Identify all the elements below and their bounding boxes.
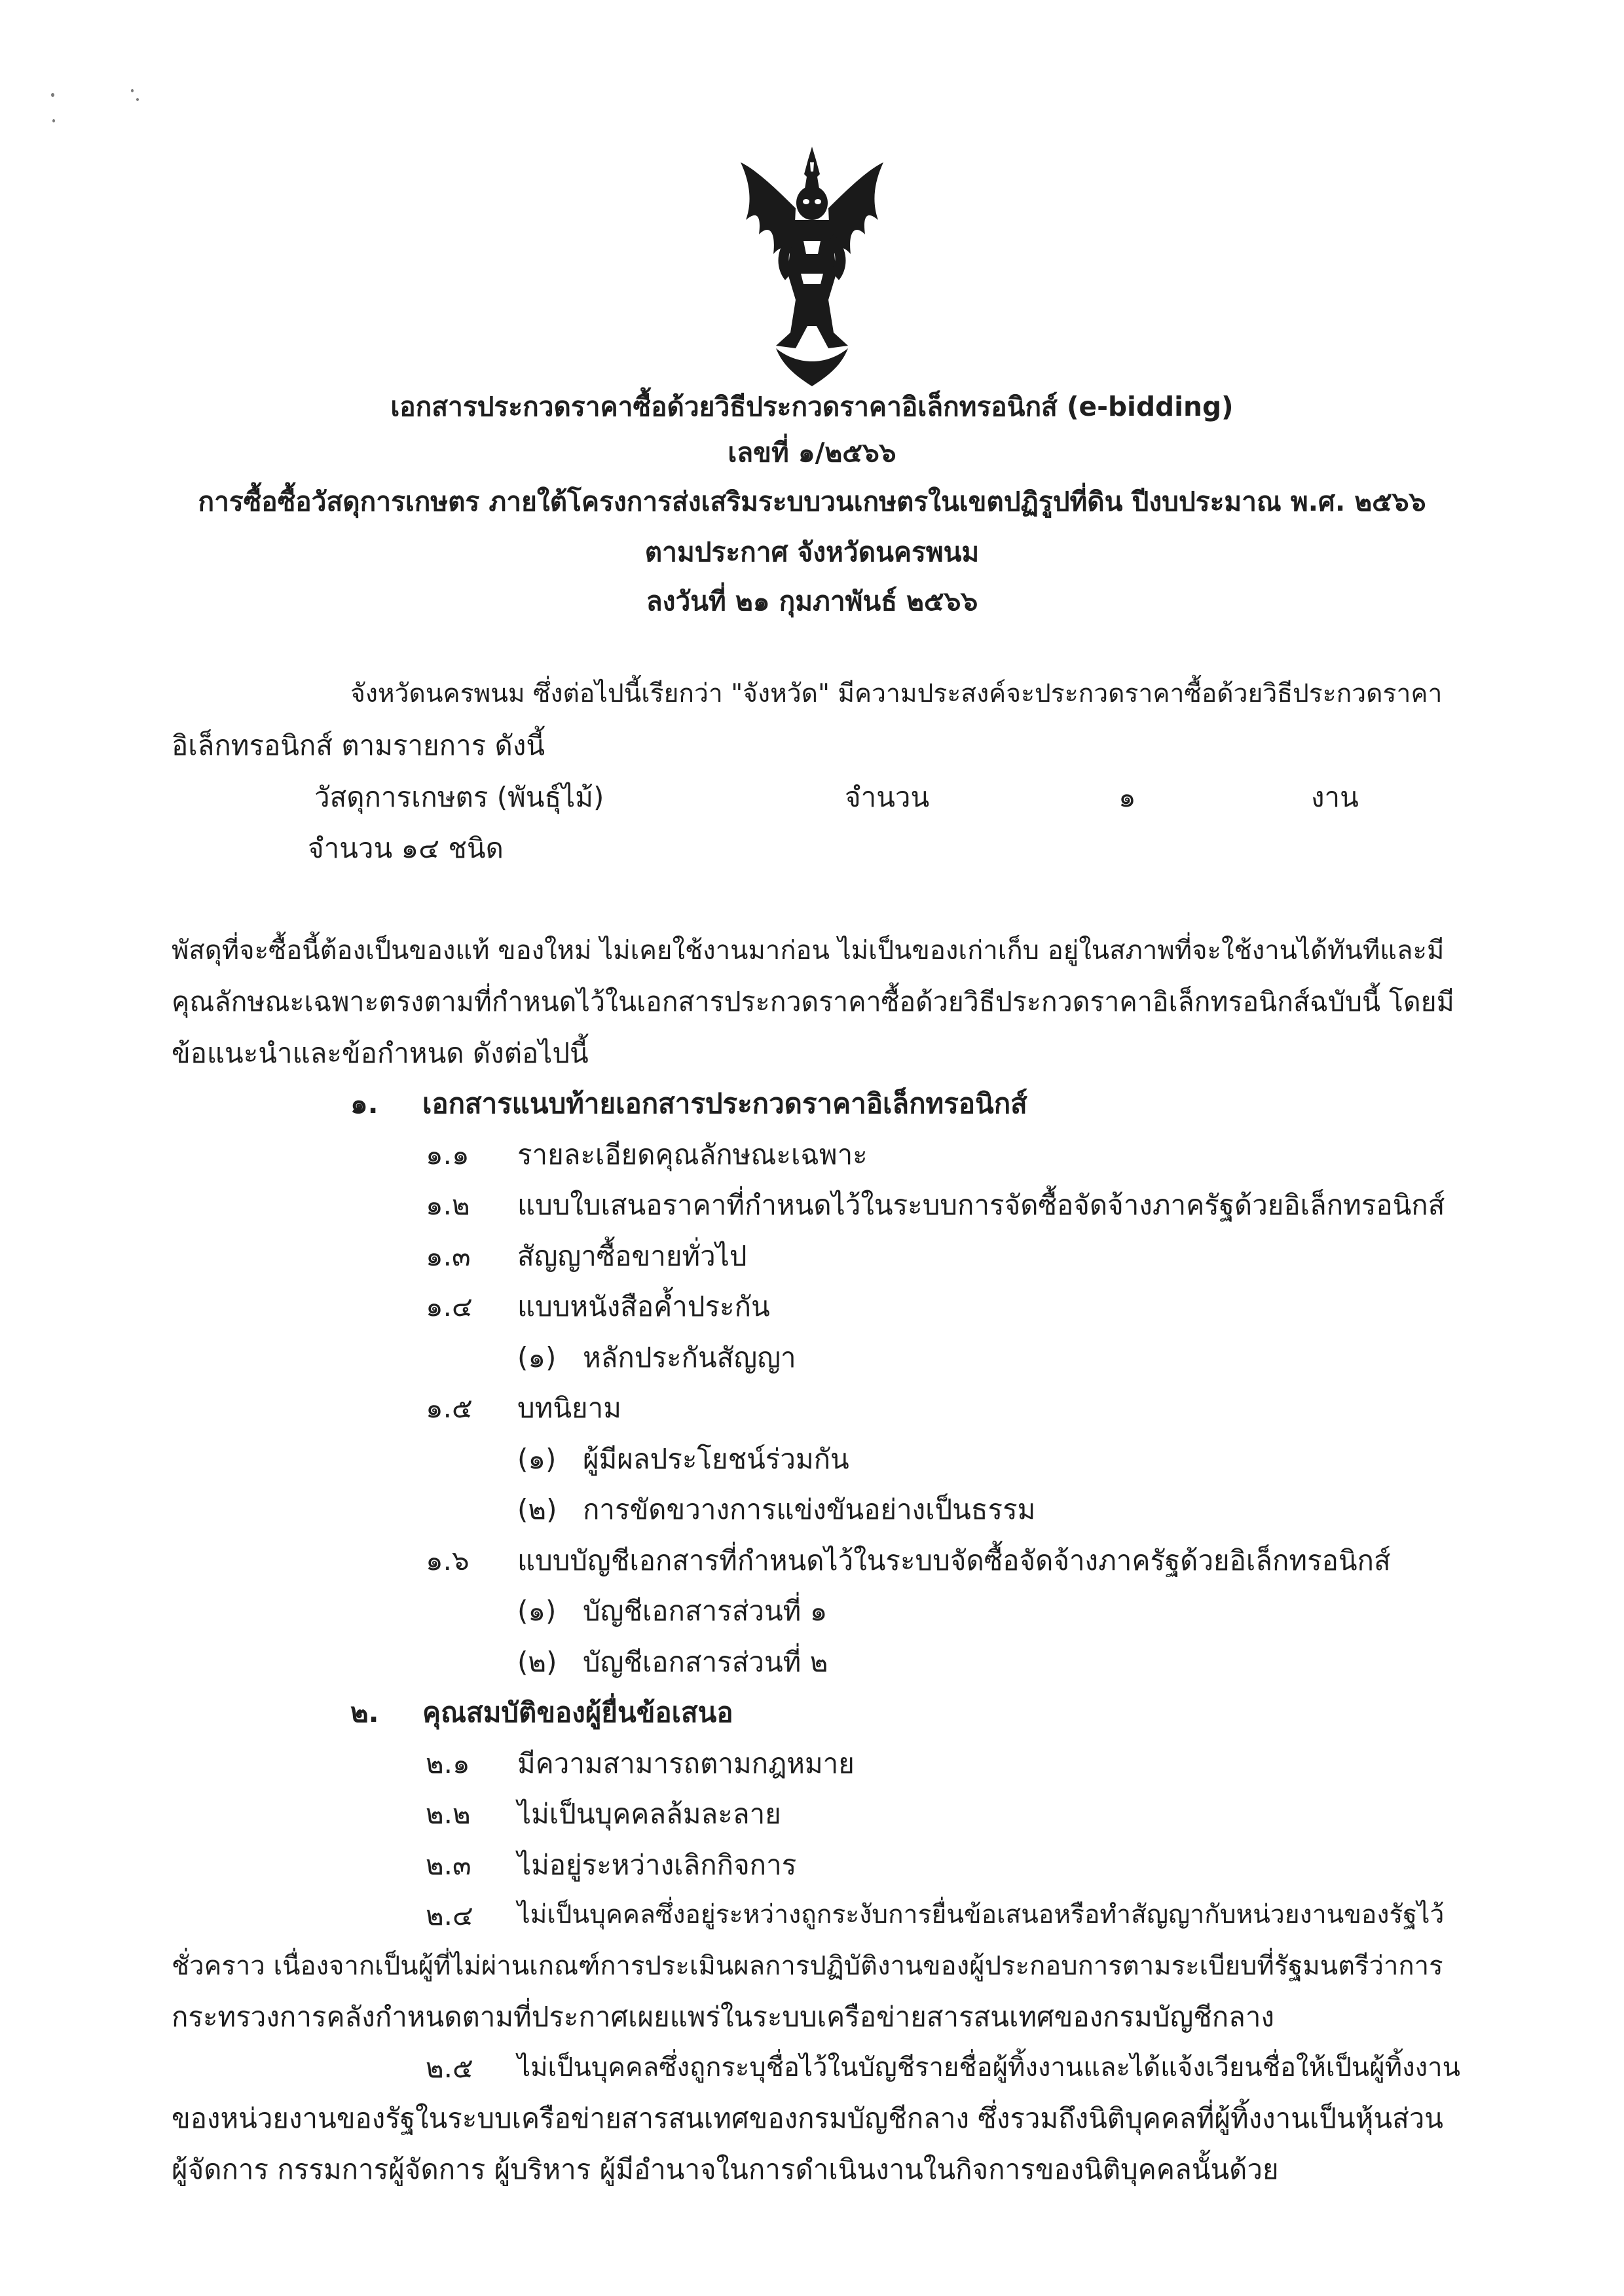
clause-2-5-line-2: ของหน่วยงานของรัฐในระบบเครือข่ายสารสนเทศของกรมบัญชีกลาง ซึ่งรวมถึงนิติบุคคลที่ผู้ทิ้งงานเป็นหุ้นส่วน — [172, 2102, 1444, 2134]
clause-2-5-number: ๒.๕ — [426, 2052, 473, 2084]
sub-item-number: (๑) — [517, 1341, 557, 1374]
list-item-text: สัญญาซื้อขายทั่วไป — [517, 1240, 747, 1272]
list-item-number: ๒.๓ — [426, 1849, 471, 1881]
sub-item-number: (๒) — [517, 1646, 557, 1678]
clause-2-5-line-3: ผู้จัดการ กรรมการผู้จัดการ ผู้บริหาร ผู้มีอำนาจในการดำเนินงานในกิจการของนิติบุคคลนั้นด้วย — [172, 2153, 1279, 2185]
para-line-2: คุณลักษณะเฉพาะตรงตามที่กำหนดไว้ในเอกสารประกวดราคาซื้อด้วยวิธีประกวดราคาอิเล็กทรอนิกส์ฉบับนี้ โดยมี — [172, 986, 1454, 1017]
scan-speck — [131, 89, 134, 92]
doc-subject: การซื้อซื้อวัสดุการเกษตร ภายใต้โครงการส่งเสริมระบบวนเกษตรในเขตปฏิรูปที่ดิน ปีงบประมาณ พ.ศ. ๒๕๖๖ — [198, 486, 1426, 517]
section-2-title: คุณสมบัติของผู้ยื่นข้อเสนอ — [422, 1696, 733, 1728]
list-item-number: ๑.๑ — [426, 1139, 470, 1171]
sub-item-text: การขัดขวางการแข่งขันอย่างเป็นธรรม — [583, 1493, 1036, 1525]
item-kinds: จำนวน ๑๔ ชนิด — [308, 832, 504, 864]
sub-item-text: บัญชีเอกสารส่วนที่ ๒ — [583, 1646, 828, 1678]
sub-item-text: ผู้มีผลประโยชน์ร่วมกัน — [583, 1443, 849, 1475]
list-item-number: ๑.๕ — [426, 1392, 473, 1424]
item-name: วัสดุการเกษตร (พันธุ์ไม้) — [314, 781, 604, 813]
list-item-text: ไม่อยู่ระหว่างเลิกกิจการ — [517, 1849, 797, 1881]
list-item-number: ๒.๑ — [426, 1747, 470, 1779]
item-qty-label: จำนวน — [845, 781, 930, 813]
sub-item-text: บัญชีเอกสารส่วนที่ ๑ — [583, 1595, 828, 1627]
scan-speck — [51, 93, 54, 97]
list-item-text: ไม่เป็นบุคคลล้มละลาย — [517, 1798, 781, 1830]
doc-number: เลขที่ ๑/๒๕๖๖ — [728, 437, 896, 468]
list-item-number: ๑.๖ — [426, 1544, 470, 1576]
item-unit: งาน — [1311, 781, 1359, 813]
scan-speck — [52, 119, 55, 122]
clause-2-4-line-1: ไม่เป็นบุคคลซึ่งอยู่ระหว่างถูกระงับการยื่นข้อเสนอหรือทำสัญญากับหน่วยงานของรัฐไว้ — [517, 1900, 1445, 1929]
clause-2-5-line-1: ไม่เป็นบุคคลซึ่งถูกระบุชื่อไว้ในบัญชีรายชื่อผู้ทิ้งงานและได้แจ้งเวียนชื่อให้เป็นผู้ทิ้งงาน — [517, 2052, 1460, 2083]
doc-title: เอกสารประกวดราคาซื้อด้วยวิธีประกวดราคาอิเล็กทรอนิกส์ (e-bidding) — [390, 391, 1234, 422]
list-item-text: มีความสามารถตามกฎหมาย — [517, 1747, 855, 1779]
section-1-title: เอกสารแนบท้ายเอกสารประกวดราคาอิเล็กทรอนิกส์ — [422, 1087, 1027, 1120]
list-item-number: ๑.๒ — [426, 1189, 470, 1221]
sub-item-text: หลักประกันสัญญา — [583, 1341, 796, 1374]
section-1-number: ๑. — [350, 1087, 378, 1120]
list-item-number: ๒.๒ — [426, 1798, 471, 1830]
doc-announcement: ตามประกาศ จังหวัดนครพนม — [644, 536, 980, 568]
sub-item-number: (๑) — [517, 1595, 557, 1627]
section-2-number: ๒. — [350, 1696, 379, 1728]
doc-date: ลงวันที่ ๒๑ กุมภาพันธ์ ๒๕๖๖ — [646, 585, 978, 617]
list-item-text: แบบใบเสนอราคาที่กำหนดไว้ในระบบการจัดซื้อจัดจ้างภาครัฐด้วยอิเล็กทรอนิกส์ — [517, 1189, 1445, 1221]
intro-line-1: จังหวัดนครพนม ซึ่งต่อไปนี้เรียกว่า "จังหวัด" มีความประสงค์จะประกวดราคาซื้อด้วยวิธีประกวดราคา — [350, 679, 1443, 708]
list-item-text: บทนิยาม — [517, 1392, 621, 1424]
scan-speck — [136, 98, 139, 101]
clause-2-4-line-3: กระทรวงการคลังกำหนดตามที่ประกาศเผยแพร่ในระบบเครือข่ายสารสนเทศของกรมบัญชีกลาง — [172, 2001, 1274, 2033]
intro-line-2: อิเล็กทรอนิกส์ ตามรายการ ดังนี้ — [172, 729, 545, 761]
item-qty: ๑ — [1118, 781, 1136, 813]
garuda-emblem-icon — [730, 143, 894, 392]
list-item-number: ๑.๓ — [426, 1240, 471, 1272]
clause-2-4-line-2: ชั่วคราว เนื่องจากเป็นผู้ที่ไม่ผ่านเกณฑ์การประเมินผลการปฏิบัติงานของผู้ประกอบการตามระเบียบที่รัฐมนตรีว่าการ — [172, 1951, 1443, 1981]
sub-item-number: (๑) — [517, 1443, 557, 1475]
para-line-3: ข้อแนะนำและข้อกำหนด ดังต่อไปนี้ — [172, 1037, 589, 1069]
list-item-number: ๑.๔ — [426, 1290, 473, 1322]
sub-item-number: (๒) — [517, 1493, 557, 1525]
list-item-text: แบบบัญชีเอกสารที่กำหนดไว้ในระบบจัดซื้อจัดจ้างภาครัฐด้วยอิเล็กทรอนิกส์ — [517, 1544, 1391, 1576]
list-item-text: แบบหนังสือค้ำประกัน — [517, 1290, 770, 1322]
list-item-text: รายละเอียดคุณลักษณะเฉพาะ — [517, 1139, 868, 1171]
clause-2-4-number: ๒.๔ — [426, 1899, 473, 1931]
para-line-1: พัสดุที่จะซื้อนี้ต้องเป็นของแท้ ของใหม่ ไม่เคยใช้งานมาก่อน ไม่เป็นของเก่าเก็บ อยู่ในสภาพที่จะใช้งานได้ทันทีและมี — [172, 936, 1445, 966]
